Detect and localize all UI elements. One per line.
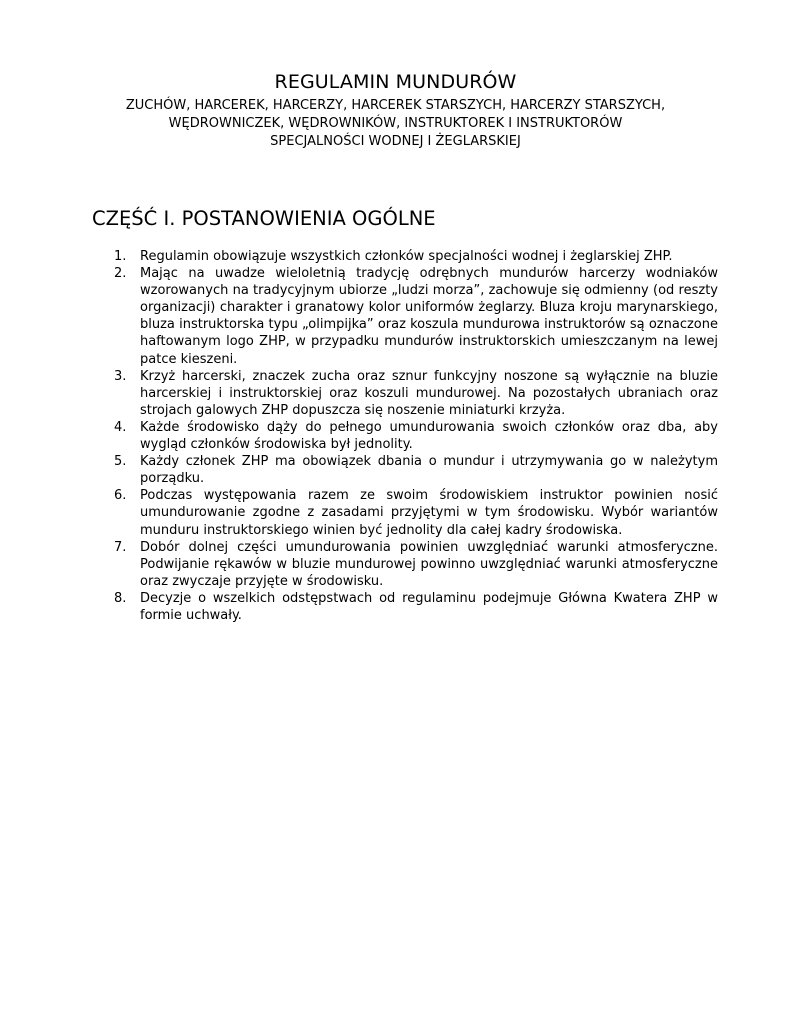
subtitle-line: ZUCHÓW, HARCEREK, HARCERZY, HARCEREK STARSZYCH, HARCERZY STARSZYCH, (125, 98, 666, 113)
list-item-number: 1. (114, 249, 127, 264)
rules-list (110, 248, 718, 624)
list-item-number: 8. (114, 590, 127, 606)
list-item-text: Regulamin obowiązuje wszystkich członków specjalności wodnej i żeglarskiej ZHP. (140, 249, 673, 264)
list-item (110, 590, 718, 624)
list-item (110, 368, 718, 419)
list-item-text: Decyzje o wszelkich odstępstwach od regulaminu podejmuje Główna Kwatera ZHP w formie uchwały. (140, 590, 718, 623)
list-item-text: Każde środowisko dąży do pełnego umundurowania swoich członków oraz dba, aby wygląd członków środowiska był jednolity. (140, 419, 718, 453)
list-item-number: 3. (114, 368, 127, 384)
list-item (110, 487, 718, 538)
document-header (0, 70, 791, 151)
list-item (110, 453, 718, 487)
list-item (110, 419, 718, 453)
list-item-number: 7. (114, 539, 127, 555)
list-item-text: Dobór dolnej części umundurowania powinien uwzględniać warunki atmosferyczne. Podwijanie rękawów w bluzie mundurowej powinno uwzględniać warunki atmosferyczne oraz zwyczaje przyjęte w środowisku. (140, 539, 718, 589)
list-item-text: Podczas występowania razem ze swoim środowiskiem instruktor powinien nosić umundurowanie zgodne z zasadami przyjętymi w tym środowisku. Wybór wariantów munduru instruktorskiego winien być jednolity dla całej kadry środowiska. (140, 488, 718, 538)
document-title: REGULAMIN MUNDURÓW (274, 71, 517, 93)
list-item-number: 2. (114, 266, 127, 282)
document-subtitle (0, 97, 791, 151)
list-item-text: Krzyż harcerski, znaczek zucha oraz sznur funkcyjny noszone są wyłącznie na bluzie harcerskiej i instruktorskiej oraz koszuli mundurowej. Na pozostałych ubraniach oraz strojach galowych ZHP dopuszcza się noszenie miniaturki krzyża. (140, 368, 718, 418)
list-item-text: Mając na uwadze wieloletnią tradycję odrębnych mundurów harcerzy wodniaków wzorowanych na tradycyjnym ubiorze „ludzi morza”, zachowuje się odmienny (od reszty organizacji) charakter i granatowy kolor uniformów żeglarzy. Bluza kroju marynarskiego, bluza instruktorska typu „olimpijka” oraz koszula mundurowa instruktorów są oznaczone haftowanym logo ZHP, w przypadku mundurów instruktorskich umieszczanym na lewej patce kieszeni. (140, 266, 718, 367)
list-item-number: 4. (114, 419, 127, 435)
list-item (110, 265, 718, 368)
list-item-number: 6. (114, 488, 127, 504)
subtitle-line: WĘDROWNICZEK, WĘDROWNIKÓW, INSTRUKTOREK I INSTRUKTORÓW (168, 116, 623, 131)
section-title: CZĘŚĆ I. POSTANOWIENIA OGÓLNE (92, 207, 436, 230)
list-item-text: Każdy członek ZHP ma obowiązek dbania o mundur i utrzymywania go w należytym porządku. (140, 454, 718, 487)
list-item-number: 5. (114, 454, 127, 470)
list-item (110, 248, 718, 265)
subtitle-line: SPECJALNOŚCI WODNEJ I ŻEGLARSKIEJ (270, 134, 521, 149)
list-item (110, 539, 718, 590)
